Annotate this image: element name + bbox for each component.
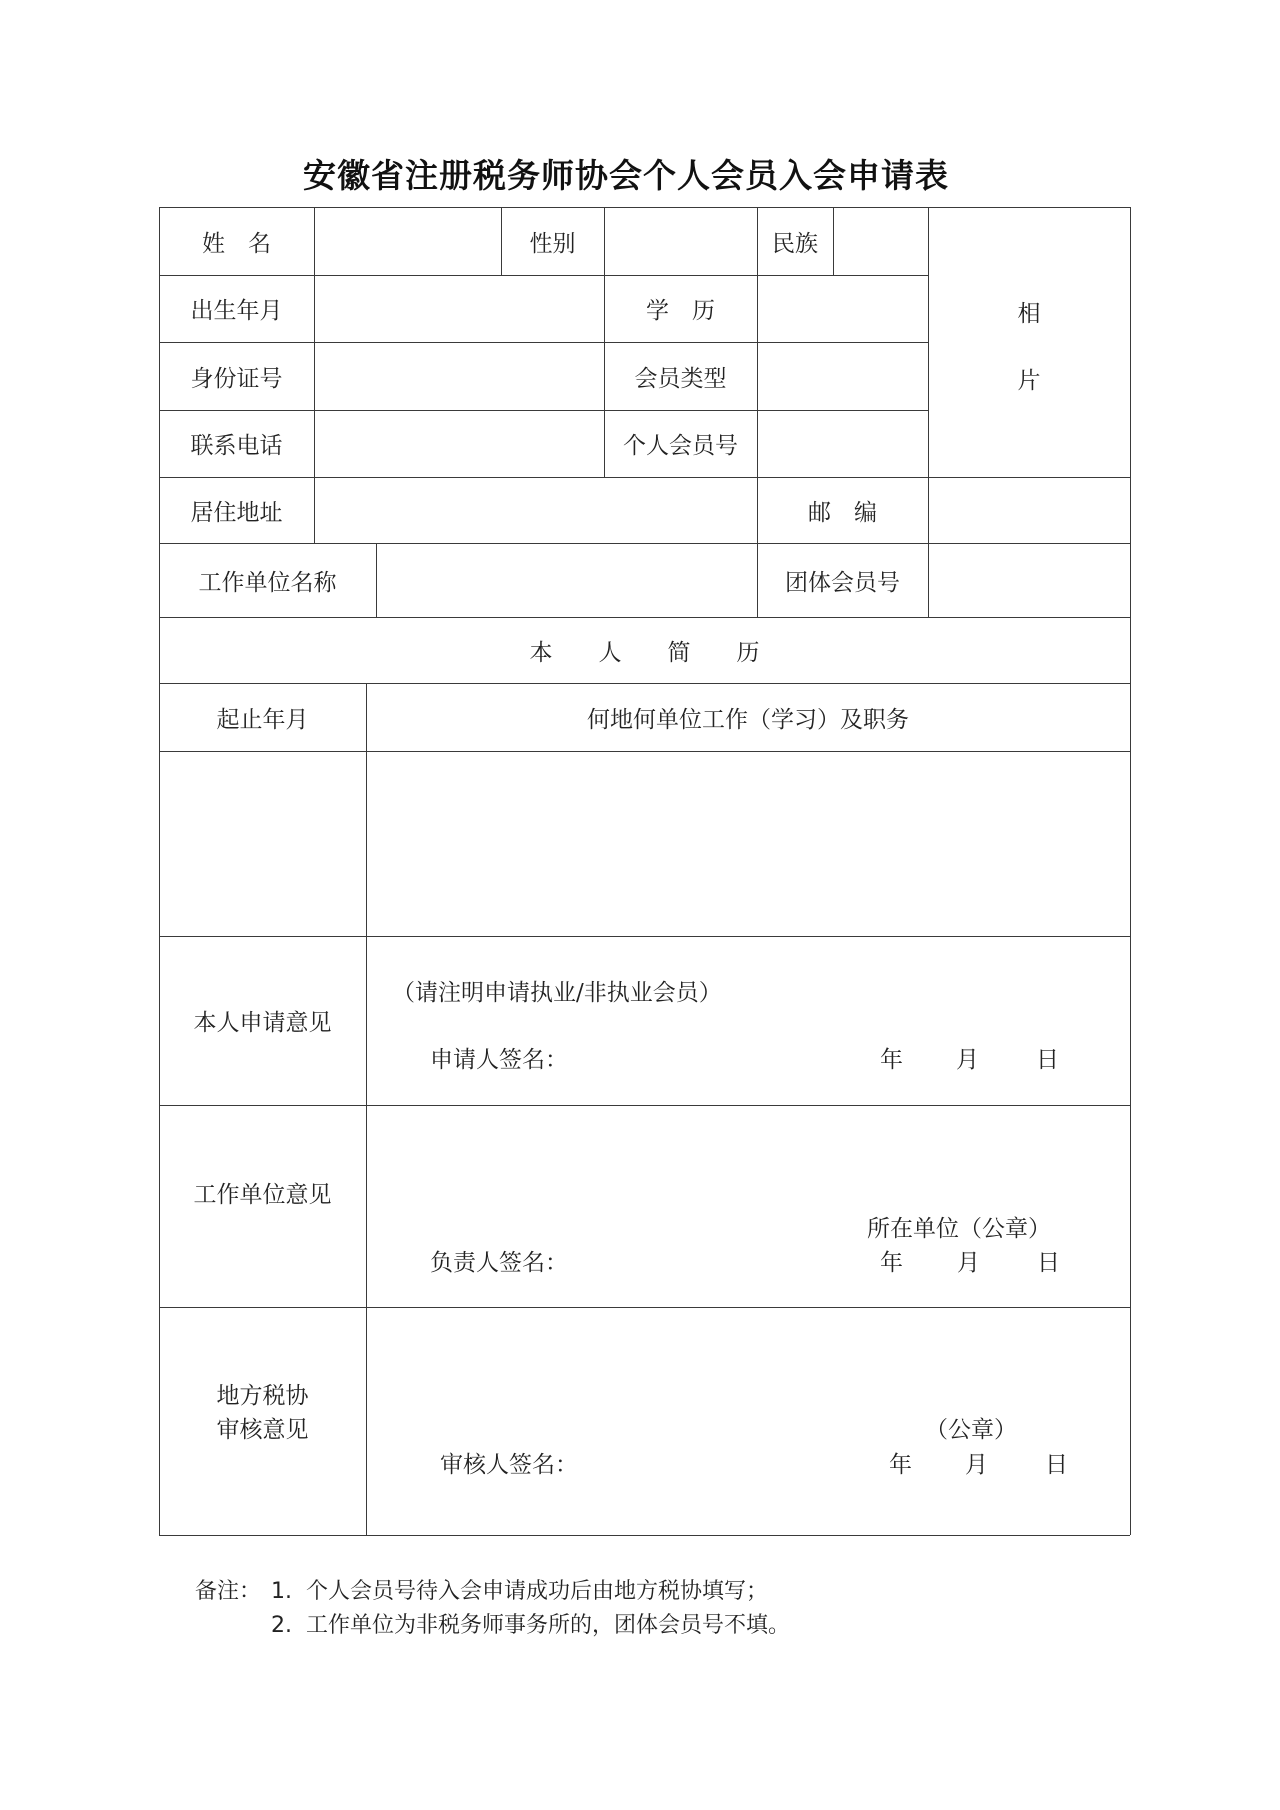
employer-opinion-label: 工作单位意见 [193,1182,332,1208]
phone-field[interactable] [314,410,604,477]
resume-detail-field[interactable] [366,751,1130,936]
member-type-label: 会员类型 [634,365,727,392]
review-date-month: 月 [965,1452,988,1478]
photo-label-char: 相 [1017,301,1041,327]
employer-signature-label: 负责人签名： [430,1250,568,1276]
ethnicity-label: 民族 [772,230,818,257]
photo-area[interactable] [928,207,1130,477]
review-label-line: 审核意见 [216,1417,309,1443]
ethnicity-field[interactable] [833,207,928,275]
review-seal-label: （公章） [925,1417,1017,1443]
group-member-no-label: 团体会员号 [785,569,900,596]
applicant-date-month: 月 [956,1047,979,1073]
employer-label: 工作单位名称 [198,569,337,596]
resume-col-detail: 何地何单位工作（学习）及职务 [587,706,909,733]
personal-member-no-label: 个人会员号 [623,433,738,459]
employer-seal-label: 所在单位（公章） [867,1216,1051,1242]
applicant-opinion-field[interactable] [366,936,1130,1105]
name-label: 姓 名 [202,230,271,257]
education-field[interactable] [757,275,928,342]
employer-date-month: 月 [957,1250,980,1276]
applicant-date-day: 日 [1036,1047,1059,1073]
phone-label: 联系电话 [190,433,283,459]
id-number-label: 身份证号 [190,365,283,392]
employer-date-day: 日 [1037,1250,1060,1276]
photo-label-char: 片 [1017,368,1041,394]
employer-date-year: 年 [880,1250,903,1276]
group-member-no-field[interactable] [928,543,1130,617]
table-border-right [1130,207,1131,1535]
name-field[interactable] [314,207,501,275]
education-label: 学 历 [646,298,715,324]
personal-member-no-field[interactable] [757,410,928,477]
review-date-day: 日 [1045,1452,1068,1478]
birth-label: 出生年月 [190,298,283,324]
form-title: 安徽省注册税务师协会个人会员入会申请表 [303,156,949,195]
resume-section-title: 本 人 简 历 [529,639,760,666]
postcode-label: 邮 编 [808,499,877,526]
review-label-line: 地方税协 [216,1383,309,1409]
applicant-opinion-label: 本人申请意见 [193,1010,332,1036]
review-opinion-label [159,1307,366,1535]
employer-field[interactable] [376,543,757,617]
note-item: 2. 工作单位为非税务师事务所的，团体会员号不填。 [271,1613,790,1638]
member-type-field[interactable] [757,342,928,410]
reviewer-signature-label: 审核人签名： [440,1452,578,1478]
applicant-date-year: 年 [880,1047,903,1073]
resume-period-field[interactable] [159,751,366,936]
notes-prefix: 备注： [195,1579,262,1604]
address-label: 居住地址 [190,499,283,526]
resume-col-period: 起止年月 [216,706,309,733]
gender-field[interactable] [604,207,757,275]
review-date-year: 年 [889,1452,912,1478]
id-number-field[interactable] [314,342,604,410]
gender-label: 性别 [529,230,576,257]
applicant-opinion-hint: （请注明申请执业/非执业会员） [392,980,722,1006]
applicant-signature-label: 申请人签名： [430,1047,568,1073]
table-border-bottom [159,1535,1130,1536]
postcode-field[interactable] [928,477,1130,543]
address-field[interactable] [314,477,757,543]
note-item: 1. 个人会员号待入会申请成功后由地方税协填写； [271,1579,768,1604]
birth-field[interactable] [314,275,604,342]
